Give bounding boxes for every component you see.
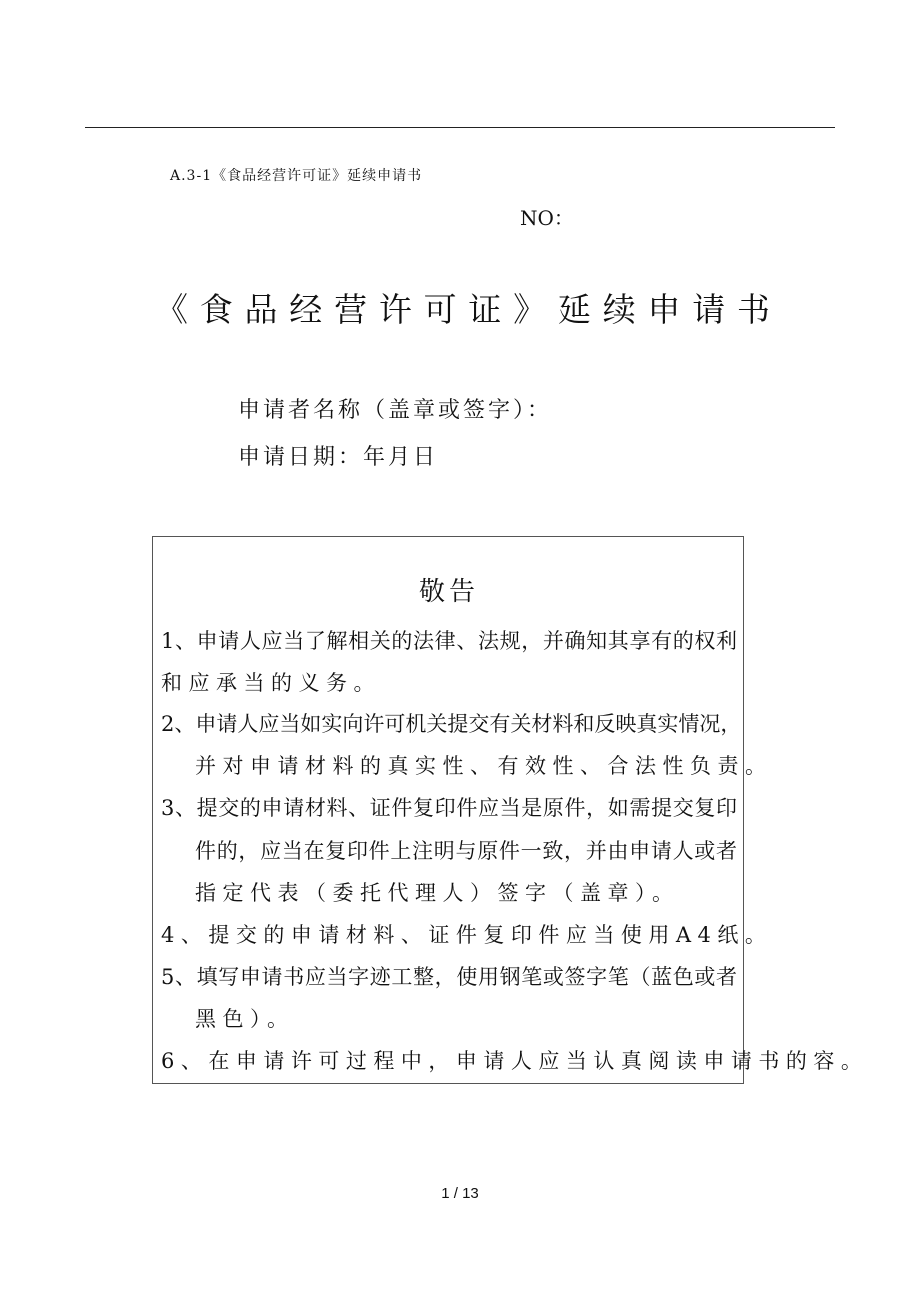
notice-title: 敬告 [418, 577, 479, 607]
notice-line: 指定代表（委托代理人）签字（盖章）。 [195, 881, 680, 905]
applicant-name-label: 申请者名称（盖章或签字）： [238, 398, 553, 423]
notice-line: 并对申请材料的真实性、有效性、合法性负责。 [195, 754, 773, 778]
page-number: 1 / 13 [441, 1185, 479, 1202]
notice-line: 件的，应当在复印件上注明与原件一致，并由申请人或者 [195, 839, 737, 863]
notice-line: 2、申请人应当如实向许可机关提交有关材料和反映真实情况， [161, 712, 742, 736]
notice-line: 5、填写申请书应当字迹工整，使用钢笔或签字笔（蓝色或者 [161, 965, 737, 989]
notice-box [152, 536, 869, 1084]
notice-line: 3、提交的申请材料、证件复印件应当是原件，如需提交复印 [161, 796, 737, 820]
header-rule [85, 127, 835, 128]
notice-line: 1、申请人应当了解相关的法律、法规，并确知其享有的权利 [161, 629, 737, 653]
document-title: 《食品经营许可证》延续申请书 [155, 290, 770, 329]
form-number-label: NO： [520, 206, 574, 230]
notice-line: 4、提交的申请材料、证件复印件应当使用A4纸。 [161, 923, 773, 947]
form-caption: A.3-1《食品经营许可证》延续申请书 [170, 168, 423, 184]
application-date-label: 申请日期：年月日 [238, 445, 439, 470]
notice-line: 6、在申请许可过程中，申请人应当认真阅读申请书的容。 [161, 1049, 869, 1073]
notice-line: 黑色）。 [195, 1007, 295, 1031]
notice-line: 和应承当的义务。 [161, 671, 381, 695]
